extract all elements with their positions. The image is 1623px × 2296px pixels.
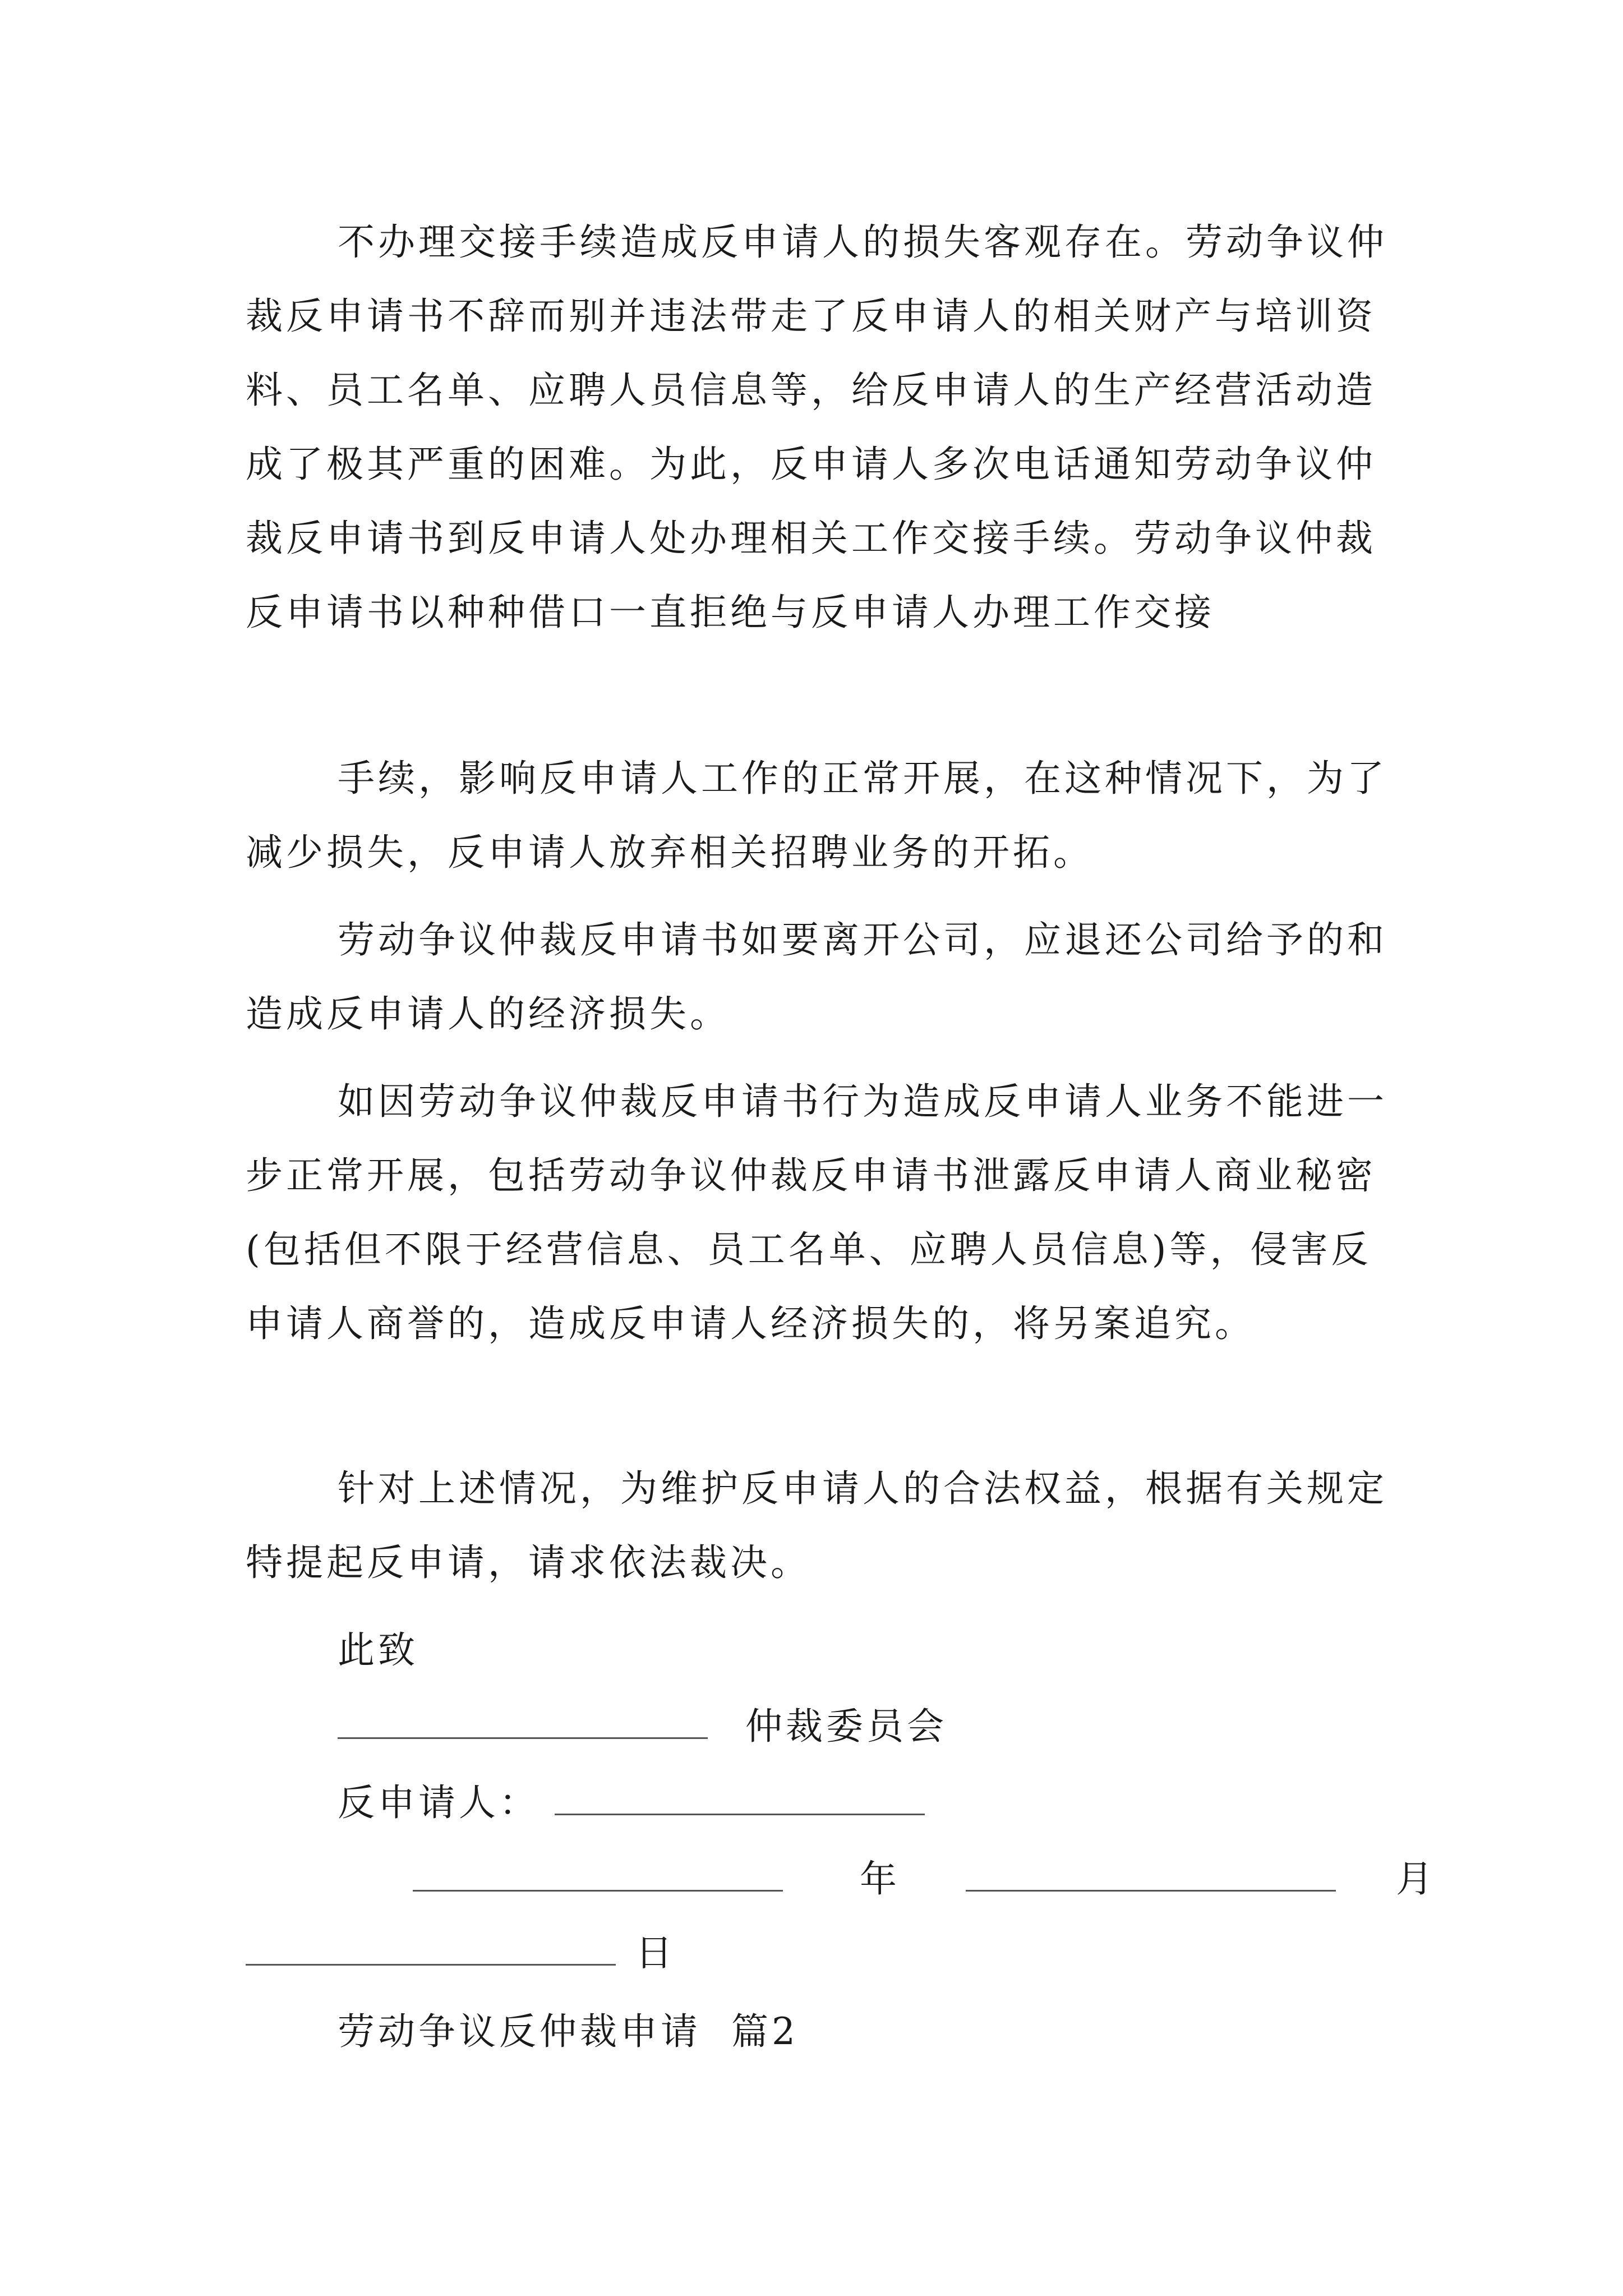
year-blank[interactable] (413, 1851, 783, 1892)
day-blank[interactable] (246, 1925, 616, 1966)
applicant-name-blank[interactable] (555, 1774, 925, 1815)
day-line (246, 1916, 676, 1990)
committee-suffix: 仲裁委员会 (745, 1705, 947, 1748)
applicant-label: 反申请人： (338, 1781, 540, 1824)
month-blank[interactable] (966, 1851, 1336, 1892)
paragraph-2: 手续，影响反申请人工作的正常开展，在这种情况下，为了减少损失，反申请人放弃相关招聘业务的开拓。 (246, 757, 1387, 874)
date-line (413, 1842, 1436, 1916)
paragraph-1: 不办理交接手续造成反申请人的损失客观存在。劳动争议仲裁反申请书不辞而别并违法带走了反申请人的相关财产与培训资料、员工名单、应聘人员信息等，给反申请人的生产经营活动造成了极其严重的困难。为此，反申请人多次电话通知劳动争议仲裁反申请书到反申请人处办理相关工作交接手续。劳动争议仲裁反申请书以种种借口一直拒绝与反申请人办理工作交接 (246, 220, 1387, 634)
next-section-title: 劳动争议反仲裁申请 篇2 (338, 2010, 799, 2053)
applicant-line (338, 1766, 925, 1840)
committee-line (338, 1690, 947, 1764)
committee-name-blank[interactable] (338, 1698, 708, 1739)
closing-salutation: 此致 (338, 1628, 418, 1672)
paragraph-3: 劳动争议仲裁反申请书如要离开公司，应退还公司给予的和造成反申请人的经济损失。 (246, 918, 1387, 1036)
paragraph-4: 如因劳动争议仲裁反申请书行为造成反申请人业务不能进一步正常开展，包括劳动争议仲裁反申请书泄露反申请人商业秘密(包括但不限于经营信息、员工名单、应聘人员信息)等，侵害反申请人商誉的，造成反申请人经济损失的，将另案追究。 (246, 1080, 1387, 1345)
paragraph-5: 针对上述情况，为维护反申请人的合法权益，根据有关规定特提起反申请，请求依法裁决。 (246, 1467, 1387, 1584)
year-label: 年 (859, 1857, 900, 1901)
month-label: 月 (1395, 1857, 1436, 1901)
day-label: 日 (635, 1931, 676, 1975)
